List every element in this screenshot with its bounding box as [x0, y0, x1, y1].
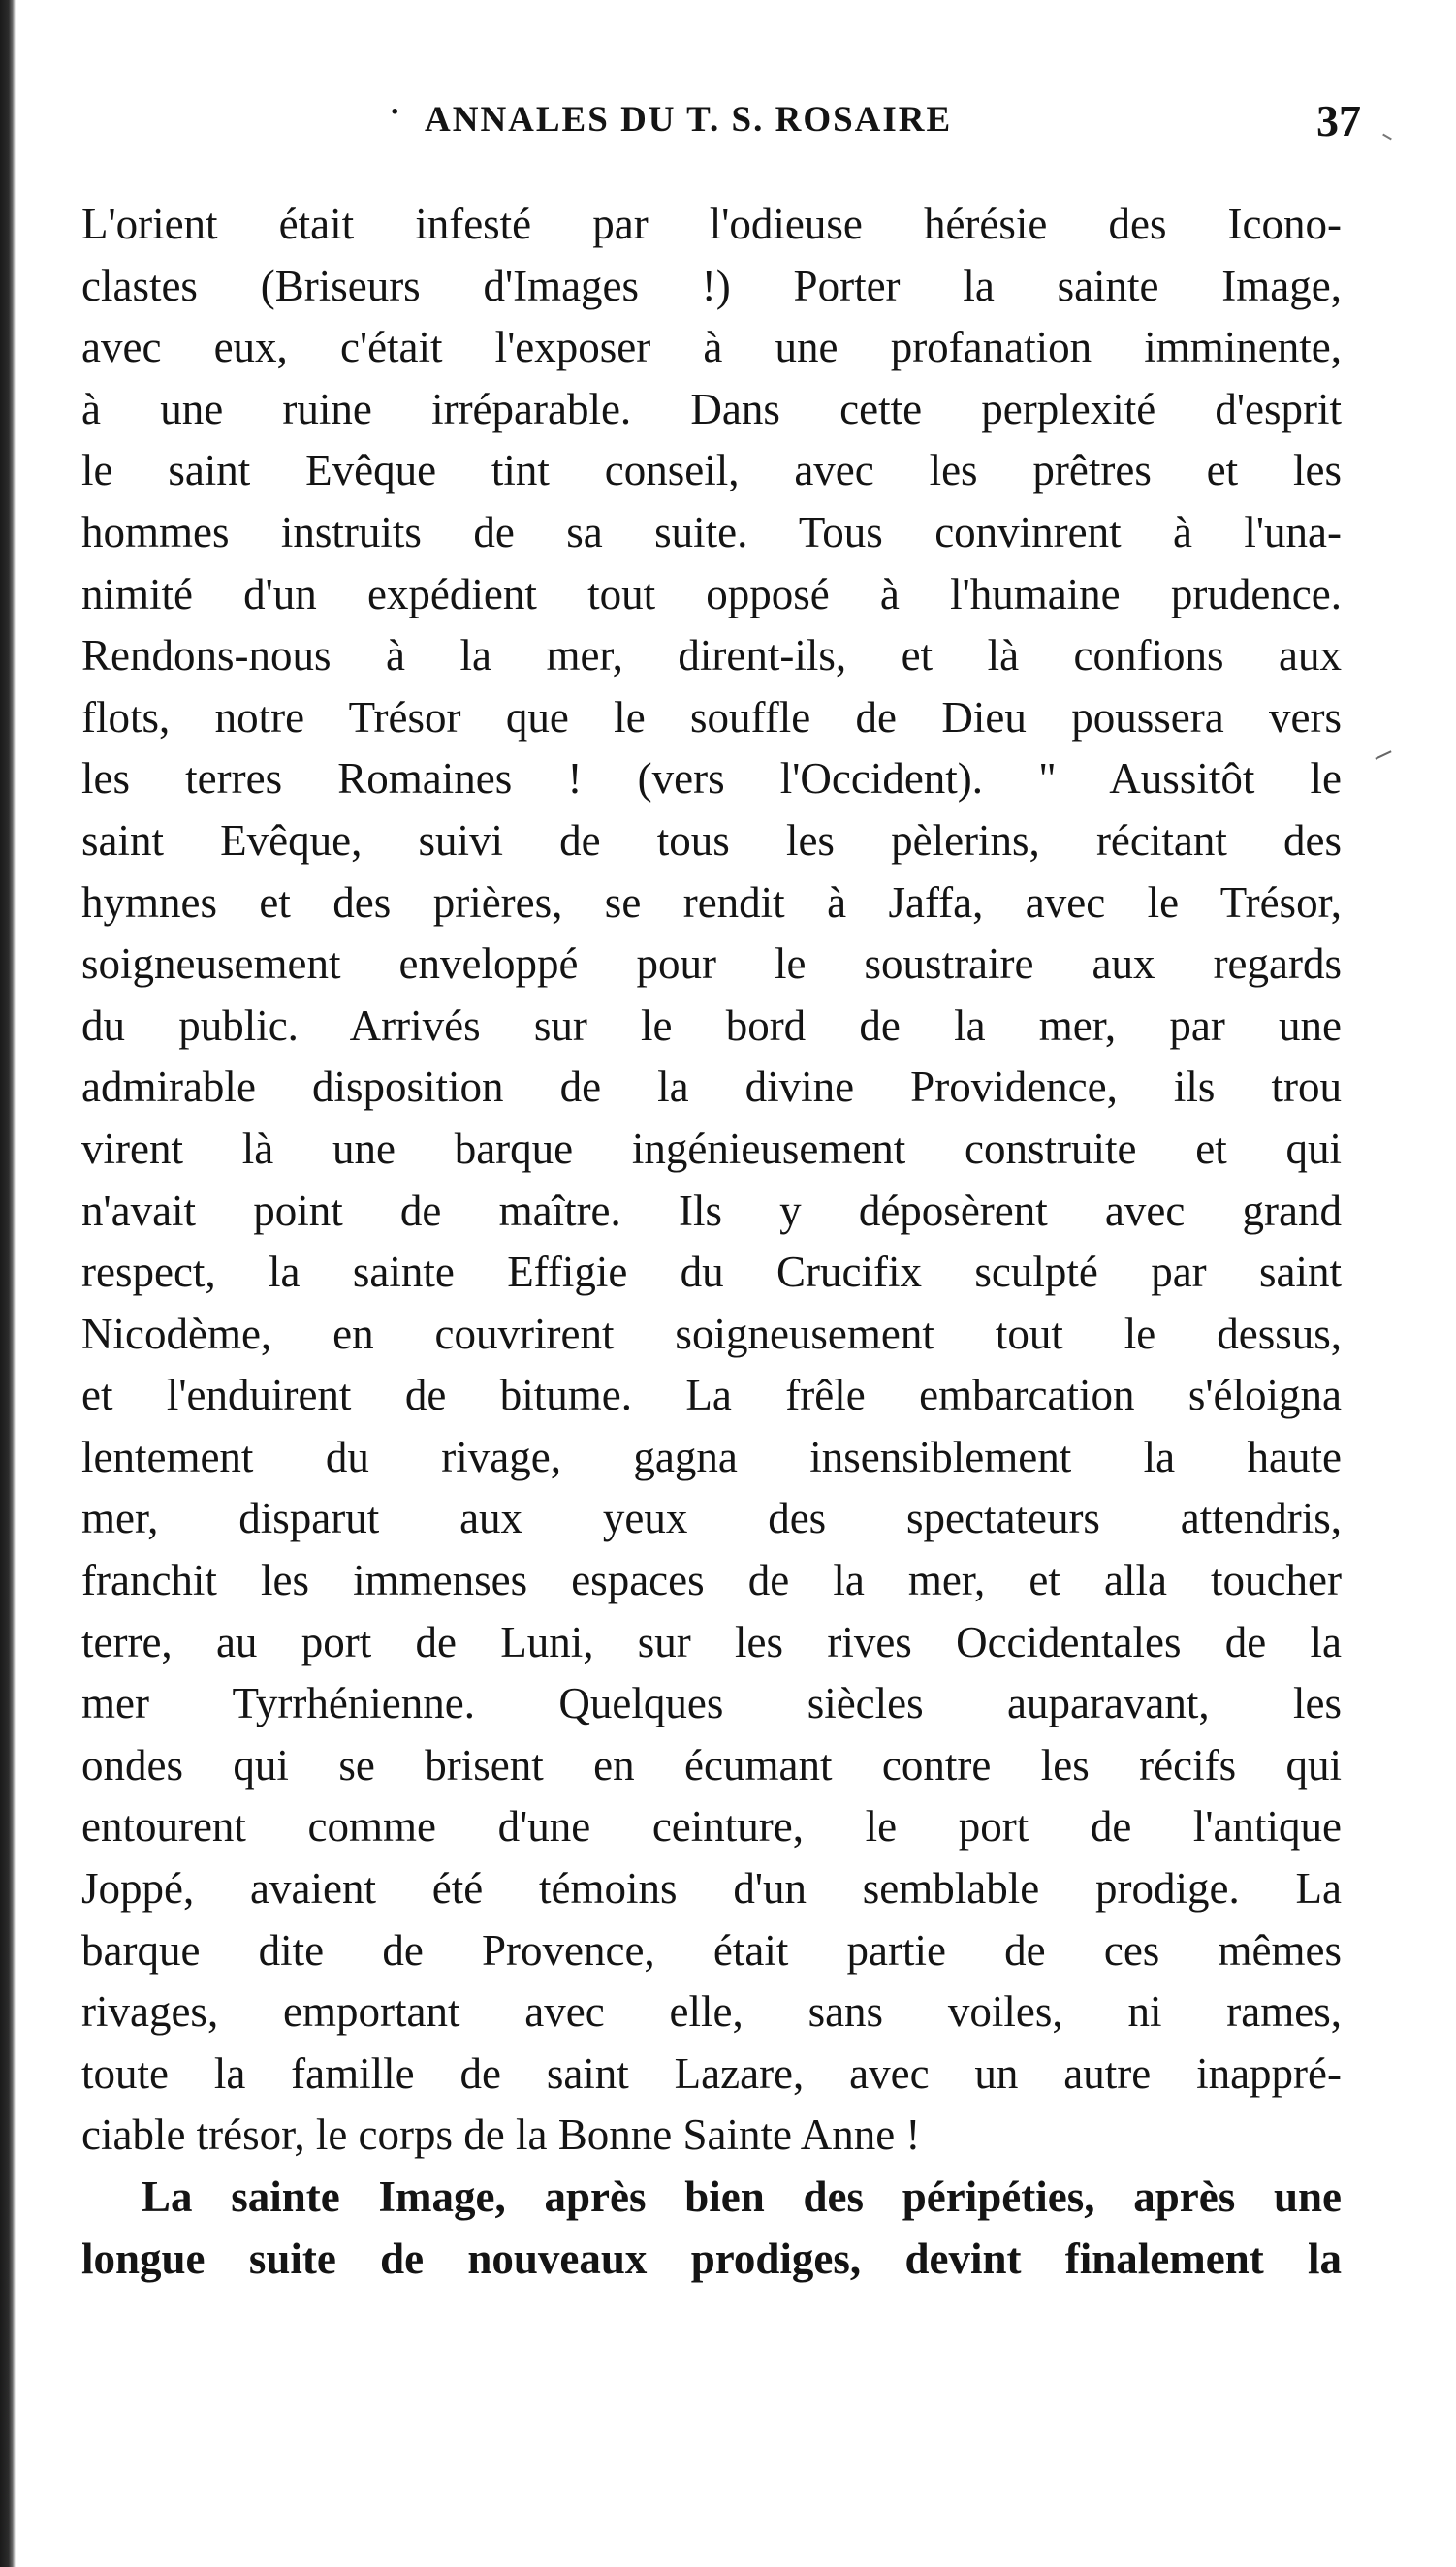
text-line: franchit les immenses espaces de la mer, et alla toucher [81, 1556, 1342, 1605]
text-line: Joppé, avaient été témoins d'un semblable prodige. La [81, 1864, 1342, 1914]
margin-ink-mark [1375, 750, 1391, 759]
text-line: nimité d'un expédient tout opposé à l'humaine prudence. [81, 569, 1342, 618]
text-line: respect, la sainte Effigie du Crucifix sculpté par saint [81, 1248, 1342, 1297]
text-line: lentement du rivage, gagna insensiblement la haute [81, 1432, 1342, 1481]
page-number: 37 [1316, 96, 1361, 145]
text-line: le saint Evêque tint conseil, avec les prêtres et les [81, 446, 1342, 495]
text-line: du public. Arrivés sur le bord de la mer, par une [81, 1000, 1342, 1050]
text-line: avec eux, c'était l'exposer à une profanation imminente, [81, 323, 1342, 372]
text-line: à une ruine irréparable. Dans cette perplexité d'esprit [81, 384, 1342, 433]
running-title: ANNALES DU T. S. ROSAIRE [425, 100, 953, 140]
text-line: saint Evêque, suivi de tous les pèlerins, récitant des [81, 815, 1342, 865]
text-line: entourent comme d'une ceinture, le port de l'antique [81, 1802, 1342, 1852]
text-line: n'avait point de maître. Ils y déposèrent avec grand [81, 1186, 1342, 1235]
text-line: La sainte Image, après bien des péripéties, après une [142, 2172, 1342, 2221]
paragraph-1 [81, 194, 1342, 2167]
text-line: toute la famille de saint Lazare, avec un autre inappré- [81, 2048, 1342, 2098]
text-line: longue suite de nouveaux prodiges, devint finalement la [81, 2234, 1342, 2283]
text-line: mer, disparut aux yeux des spectateurs attendris, [81, 1494, 1342, 1543]
text-line: admirable disposition de la divine Providence, ils trou [81, 1062, 1342, 1112]
text-line: Rendons-nous à la mer, dirent-ils, et là confions aux [81, 631, 1342, 681]
text-line: hymnes et des prières, se rendit à Jaffa, avec le Trésor, [81, 877, 1342, 927]
text-line: Nicodème, en couvrirent soigneusement tout le dessus, [81, 1309, 1342, 1358]
header-bullet: · [390, 95, 400, 129]
text-line: ondes qui se brisent en écumant contre les récifs qui [81, 1740, 1342, 1790]
text-line: mer Tyrrhénienne. Quelques siècles auparavant, les [81, 1679, 1342, 1728]
body-text [81, 194, 1342, 2290]
page-header [87, 89, 1361, 157]
binding-gutter [0, 0, 16, 2567]
paragraph-2 [81, 2167, 1342, 2290]
text-line: hommes instruits de sa suite. Tous convinrent à l'una- [81, 507, 1342, 556]
text-line: ciable trésor, le corps de la Bonne Sainte Anne ! [81, 2110, 921, 2160]
text-line: soigneusement enveloppé pour le soustraire aux regards [81, 939, 1342, 989]
text-line: les terres Romaines ! (vers l'Occident). " Aussitôt le [81, 754, 1342, 804]
text-line: rivages, emportant avec elle, sans voiles, ni rames, [81, 1987, 1342, 2037]
text-line: barque dite de Provence, était partie de ces mêmes [81, 1925, 1342, 1975]
text-line: terre, au port de Luni, sur les rives Occidentales de la [81, 1617, 1342, 1666]
text-line: et l'enduirent de bitume. La frêle embarcation s'éloigna [81, 1371, 1342, 1420]
text-line: virent là une barque ingénieusement construite et qui [81, 1124, 1342, 1173]
margin-tick-mark [1382, 134, 1392, 141]
text-line: flots, notre Trésor que le souffle de Dieu poussera vers [81, 692, 1342, 742]
text-line: clastes (Briseurs d'Images !) Porter la sainte Image, [81, 261, 1342, 310]
text-line: L'orient était infesté par l'odieuse hérésie des Icono- [81, 200, 1342, 248]
